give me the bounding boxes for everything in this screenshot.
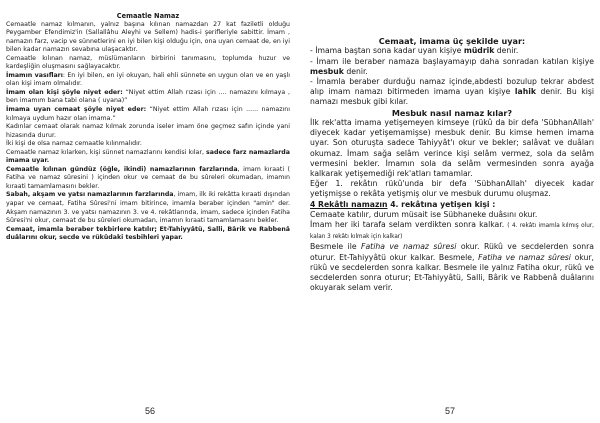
mesbuk-term: mesbuk xyxy=(310,66,344,76)
follower-intention-label: İmama uyan cemaat şöyle niyet eder: xyxy=(6,106,147,114)
p4-small-note: ( 4. rekâtı imamla kılmış olur, kalan 3 rekâtı kılmak için kalkar) xyxy=(310,223,594,241)
left-heading: Cemaatle Namaz xyxy=(116,12,180,20)
p5-c: okur, rükû ve secdelerden sonra kalkar. Besmele ile yalnız Fatiha okur, rükû ve secdelerden sonra oturur; Et-Tahiyyâtü, Salli, Bârik ve Rabbenâ duâlarını okuyarak selam verir. xyxy=(310,252,594,293)
imam-qualities-label: İmamın vasıfları xyxy=(6,71,63,79)
imam-qualities-text: : En iyi bilen, en iyi okuyan, hali ehli sünnete en uygun olan ve en yaşlı olan kişi imam olmalıdır. xyxy=(6,71,290,88)
sub-bold: 4. rekâtına yetişen kişi : xyxy=(387,199,496,209)
p5-a: Besmele ile xyxy=(310,242,362,252)
mesbuk-text-a: - İmam ile beraber namaza başlayamayıp daha sonradan katılan kişiye xyxy=(310,56,594,66)
follow-type-mesbuk xyxy=(310,57,594,77)
follower-intention-text: “Niyet ettim Allah rızası için ...... namazını kılmaya uydum hazır olan imama.” xyxy=(6,106,290,122)
left-paragraph-6 xyxy=(6,166,290,192)
left-paragraph-7 xyxy=(6,191,290,225)
follow-type-lahik xyxy=(310,77,594,108)
mesbuk-text-c: denir. xyxy=(343,66,368,76)
left-paragraph-2: Cemaatle kılınan namaz, müslümanların birbirini tanımasını, toplumda huzur ve kardeşliğin oluşmasını sağlayacaktır. xyxy=(6,54,290,71)
left-paragraph-1: Cemaatle namaz kılmanın, yalnız başına kılınan namazdan 27 kat faziletli olduğu Peygamber Efendimiz'in (Sallallâhu Aleyhi ve Sellem) hadis-i şerifleriyle sabittir. İmam , namazın farz, vacip ve sünnetlerini en iyi bilen kişi olduğu için, ona uyan cemaat de, en iyi bilen kadar namazın sevabına ulaşacaktır. xyxy=(6,20,290,54)
mudrik-text-c: denir. xyxy=(494,46,519,56)
page-number-left: 56 xyxy=(144,406,155,416)
left-paragraph-8 xyxy=(6,226,290,243)
lahik-text-c: denir. Bu kişi namazı mesbuk gibi kılar. xyxy=(310,87,594,107)
right-paragraph-4 xyxy=(310,220,594,242)
left-paragraph-4: İki kişi de olsa namaz cemaatle kılınmalıdır. xyxy=(6,140,142,148)
p7-bold: Sabah, akşam ve yatsı namazlarının farzlarında xyxy=(6,191,174,199)
p5-text: Cemaatle namaz kılarken, kişi sünnet namazlarını kendisi kılar, xyxy=(6,148,207,156)
left-paragraph-imam-intention xyxy=(6,89,290,106)
right-paragraph-1: İlk rek'atta imama yetişemeyen kimseye (rükû da bir defa 'SübhanAllah' diyecek kadar yetişemamişse) mesbuk denir. Bu kimse hemen imama uyar. Son oturuşta sadece Tahiyyât'ı okur ve bekler; salâvat ve duâları okumaz. İmam sağa selâm verince kişi selâm vermez, sola da selâm vermesini bekler. İmamın sola da selâm vermesinden sonra ayağa kalkarak yetişemediği rek'atları tamamlar. xyxy=(310,118,594,179)
mudrik-text-a: - İmama baştan sona kadar uyan kişiye xyxy=(310,46,464,56)
p6-bold: Cemaatle kılınan gündüz (öğle, ikindi) namazlarının farzlarında xyxy=(6,165,238,173)
mudrik-term: müdrik xyxy=(463,46,495,56)
p8-bold: Cemaat, imamla beraber tekbirlere katılır; Et-Tahiyyâtü, Salli, Bârik ve Rabbenâ duâlarını okur, secde ve rükûdaki tesbihleri yapar. xyxy=(6,225,290,242)
left-paragraph-imam-qualities xyxy=(6,72,290,89)
p5-italic-1: Fatiha ve namaz sûresi xyxy=(361,242,457,252)
right-subheading xyxy=(310,200,594,210)
right-paragraph-5 xyxy=(310,242,594,293)
left-paragraph-5 xyxy=(6,149,290,166)
p7-text: , imam, ilk iki rekâtta kıraati dışından yapar ve cemaat, Fatiha Sûresi'ni imam bitirince, imamla beraber içinden "amin" der. Akşam namazının 3. ve yatsı namazının 3. ve 4. rekâtlarında, imam, sadece içinden Fatiha Sûresi'ni okur, cemaat de bu sûreleri okumadan, imamın kıraati tamamlamasını bekler. xyxy=(6,191,290,225)
left-paragraph-3: Kadınlar cemaat olarak namaz kılmak zorunda iseler imam öne geçmez safın içinde yani hizasında durur. xyxy=(6,123,290,139)
p5-italic-2: Fatiha ve namaz sûresi xyxy=(478,252,571,262)
lahik-term: lahik xyxy=(514,87,536,97)
p5-bold: sadece farz namazlarda imama uyar. xyxy=(6,148,290,165)
p5-b: okur. Rükû ve secdelerden sonra oturur. Et-Tahiyyâtü okur kalkar. Besmele, xyxy=(310,242,595,262)
right-paragraph-3: Cemaate katılır, durum müsait ise Sübhaneke duâsını okur. xyxy=(310,209,538,219)
p4-text: İmam her iki tarafa selam verdikten sonra kalkar. xyxy=(310,220,508,230)
right-page xyxy=(300,0,600,423)
sub-label: 4 Rekâtlı namazın xyxy=(310,199,388,209)
imam-intention-text: “Niyet ettim Allah rızası için .... namazını kılmaya , ben imamım bana tabi olana ( uyana)” xyxy=(6,88,291,105)
lahik-text-a: - İmamla beraber durduğu namaz içinde,abdesti bozulup tekrar abdest alıp imam namazı bitirmeden imama uyan kişiye xyxy=(310,77,594,97)
left-paragraph-follower-intention xyxy=(6,106,290,123)
p6-text: , imam kıraati ( Fatiha ve namaz sûresini ) içinden okur ve cemaat de bu sûreleri okumadan, imamın kıraati tamamlamasını bekler. xyxy=(6,165,290,190)
right-heading-2: Mesbuk nasıl namaz kılar? xyxy=(391,107,513,118)
follow-type-mudrik xyxy=(310,46,594,56)
right-paragraph-2: Eğer 1. rekâtın rükû'unda bir defa 'SübhanAllah' diyecek kadar yetişmişse o rekâta yetişmiş olur ve mesbuk durumu oluşmaz. xyxy=(310,179,594,199)
right-heading-1: Cemaat, imama üç şekilde uyar: xyxy=(378,36,526,46)
imam-intention-label: İmam olan kişi şöyle niyet eder: xyxy=(6,88,123,96)
page-number-right: 57 xyxy=(444,406,455,416)
